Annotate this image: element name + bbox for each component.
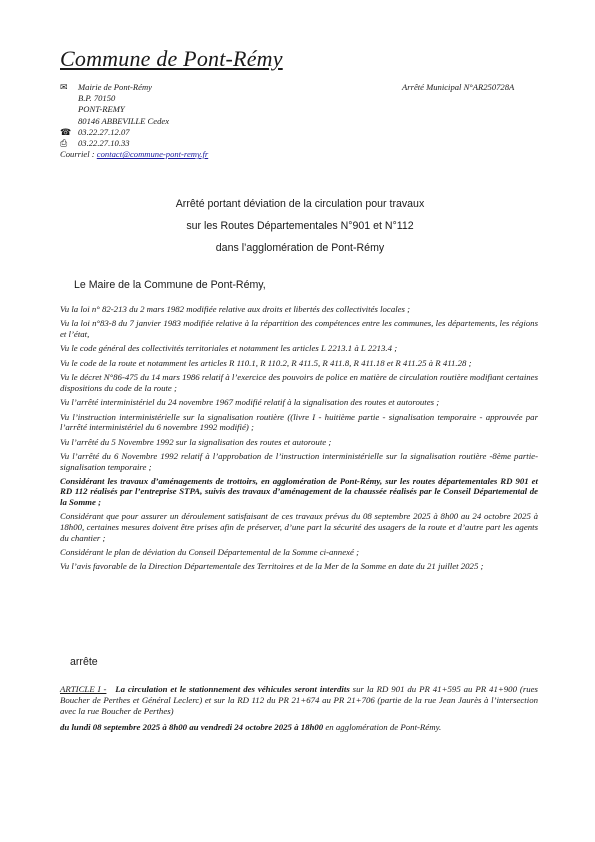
consideration-item: Vu la loi n° 82-213 du 2 mars 1982 modifiée relative aux droits et libertés des collectivités locales ;: [60, 304, 411, 314]
address-line: [60, 82, 208, 93]
address-line-1: B.P. 70150: [78, 93, 116, 104]
consideration-item: Vu le décret N°86-475 du 14 mars 1986 relatif à l’exercice des pouvoirs de police en matière de circulation routière modifiant certaines dispositions du code de la route ;: [60, 372, 538, 393]
decree-reference: Arrêté Municipal N°AR250728A: [402, 82, 515, 92]
letter-icon: ✉: [60, 82, 68, 92]
consideration-item: Vu l’arrêté du 5 Novembre 1992 sur la signalisation des routes et autoroute ;: [60, 436, 332, 447]
considerations: [60, 304, 538, 576]
article-1-dates-rest: en agglomération de Pont-Rémy.: [323, 722, 442, 733]
consideration-item: Considérant que pour assurer un déroulement satisfaisant de ces travaux prévus du 08 septembre 2025 à 8h00 au 24 octobre 2025 à 18h00, certaines mesures doivent être prises afin de préserver, d’une part la sécurité des usagers de la route et d’autre part les agents du chantier ;: [60, 511, 538, 543]
fax-number: 03.22.27.10.33: [78, 138, 130, 149]
article-1-rest: sur la RD 901 du PR 41+595 au PR 41+900 (rues Boucher de Perthes et Général Leclerc) et sur la RD 112 du PR 21+674 au PR 21+706 (partie de la rue Jean Jaurès à l’intersection avec la rue Boucher de Perthes): [60, 684, 538, 716]
consideration-item: Vu l’arrêté du 6 Novembre 1992 relatif à l’approbation de l’instruction interministérielle sur la signalisation routière -8ème partie- signalisation temporaire ;: [60, 450, 538, 472]
address-line-3: 80146 ABBEVILLE Cedex: [78, 115, 170, 126]
email-label: Courriel :: [60, 149, 95, 160]
email-link[interactable]: contact@commune-pont-remy.fr: [96, 149, 209, 160]
consideration-item: Vu le code de la route et notamment les articles R 110.1, R 110.2, R 411.5, R 411.8, R 411.18 et R 411.25 à R 411.28 ;: [60, 357, 472, 368]
consideration-item: Vu l’instruction interministérielle sur la signalisation routière ((livre I - huitième partie - signalisation temporaire - approuvée par l’arrêté interministériel du 6 novembre 1992 modifié) ;: [60, 411, 538, 433]
consideration-item: Considérant les travaux d’aménagements de trottoirs, en agglomération de Pont-Rémy, sur les routes départementales RD 901 et RD 112 réalisés par l’entreprise STPA, suivis des travaux d’aménagement de la chaussée réalisés par le Conseil Départemental de la Somme ;: [60, 475, 538, 508]
consideration-item: Vu l’avis favorable de la Direction Départementale des Territoires et de la Mer de la Somme en date du 21 juillet 2025 ;: [60, 561, 484, 572]
heading-line-1: Arrêté portant déviation de la circulation pour travaux: [175, 198, 425, 210]
phone-number: 03.22.27.12.07: [78, 126, 130, 137]
address-line-0: Mairie de Pont-Rémy: [78, 82, 152, 92]
address-line-2: PONT-REMY: [78, 104, 125, 115]
heading-line-2: sur les Routes Départementales N°901 et N°112: [186, 220, 414, 232]
fax-line: [60, 138, 208, 149]
heading-line-3: dans l’agglomération de Pont-Rémy: [215, 242, 385, 254]
phone-icon: ☎: [60, 126, 72, 137]
commune-title: Commune de Pont-Rémy: [60, 46, 283, 71]
address-block: [60, 82, 208, 160]
phone-line: [60, 127, 208, 138]
decree-heading: [100, 193, 500, 259]
article-1-dates: [60, 722, 538, 733]
article-1: [60, 684, 538, 739]
fax-icon: ⎙: [60, 138, 68, 149]
arrete-heading: arrête: [70, 656, 98, 668]
consideration-item: Vu le code général des collectivités territoriales et notamment les articles L 2213.1 à L 2213.4 ;: [60, 343, 398, 354]
article-1-label: ARTICLE I -: [60, 684, 107, 694]
email-line: [60, 149, 208, 160]
consideration-item: Vu la loi n°83-8 du 7 janvier 1983 modifiée relative à la répartition des compétences entre les communes, les départements, les régions et l’état,: [60, 318, 538, 339]
article-1-text: [60, 684, 538, 716]
consideration-item: Considérant le plan de déviation du Conseil Départemental de la Somme ci-annexé ;: [60, 547, 360, 558]
consideration-item: Vu l’arrêté interministériel du 24 novembre 1967 modifié relatif à la signalisation des routes et autoroutes ;: [60, 397, 440, 408]
article-1-bold: La circulation et le stationnement des véhicules seront interdits: [115, 684, 350, 694]
mayor-line: Le Maire de la Commune de Pont-Rémy,: [74, 279, 266, 291]
article-1-dates-bold: du lundi 08 septembre 2025 à 8h00 au vendredi 24 octobre 2025 à 18h00: [60, 722, 324, 733]
